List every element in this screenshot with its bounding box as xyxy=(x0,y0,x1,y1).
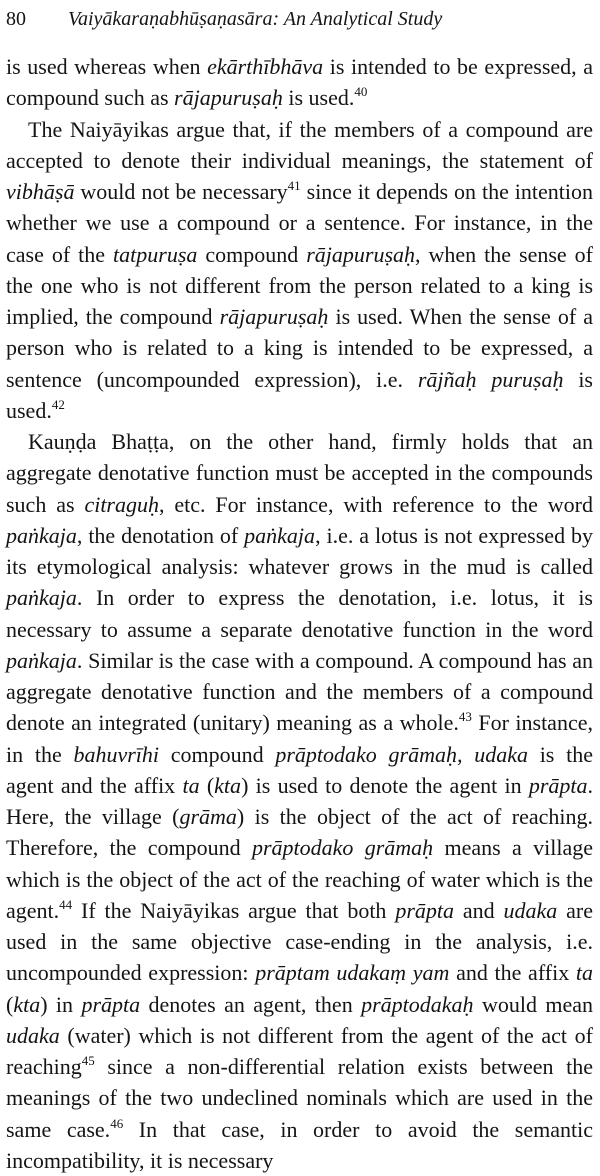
footnote-ref: 45 xyxy=(81,1053,95,1068)
text-run: . In order to express the denotation, i.e. lotus, it is necessary to assume a separate denotative function in the word xyxy=(6,585,593,642)
text-run: , i.e. a lotus is not expressed by its etymological analysis: whatever grows in the mud is called xyxy=(6,522,593,579)
italic-term: rājapuruṣaḥ xyxy=(306,241,416,267)
text-run: ) is the object of the act of reaching. Therefore, the compound xyxy=(6,804,594,861)
text-run: are used in the same objective case-ending in the analysis, i.e. uncompounded expression: xyxy=(6,897,594,986)
text-run: since a non-differential relation exists between the meanings of the two undeclined nominals which are used in the same case. xyxy=(6,1054,593,1142)
text-run: . Here, the village ( xyxy=(6,772,594,829)
text-run: denotes an agent, then xyxy=(140,991,362,1017)
italic-term: citraguḥ xyxy=(84,491,159,517)
italic-term: grāma xyxy=(179,804,237,829)
italic-term: udaka xyxy=(6,1022,60,1048)
text-run: and xyxy=(454,897,504,923)
text-run: , when the sense of the one who is not different from the person related to a king is implied, the compound xyxy=(6,241,593,329)
italic-term: rājapuruṣaḥ xyxy=(219,304,329,329)
running-title: Vaiyākaraṇabhūṣaṇasāra: An Analytical Study xyxy=(68,8,443,30)
text-run: ( xyxy=(199,772,215,798)
text-run: , the denotation of xyxy=(76,522,245,548)
italic-term: ta xyxy=(575,960,593,986)
body-text xyxy=(6,51,593,1176)
text-run: is used whereas when xyxy=(6,54,208,79)
italic-term: bahuvrīhi xyxy=(73,741,160,767)
footnote-ref: 43 xyxy=(458,709,472,725)
italic-term: prāptodakaḥ xyxy=(361,991,474,1017)
italic-term: kta xyxy=(13,991,41,1017)
text-run: ) in xyxy=(40,991,82,1017)
paragraph-3 xyxy=(6,426,593,1176)
text-run: The Naiyāyikas argue that, if the members of a compound are accepted to denote their individual meanings, the statement of xyxy=(6,116,593,173)
text-run: is used. When the sense of a person who is related to a king is intended to be expressed, a sentence (uncompounded expression), i.e. xyxy=(6,304,593,392)
text-run: In that case, in order to avoid the semantic incompatibility, it is necessary xyxy=(6,1116,594,1173)
footnote-ref: 42 xyxy=(51,396,65,412)
text-run: since it depends on the intention whether we use a compound or a sentence. For instance, in the case of the xyxy=(6,179,594,267)
text-run: . Similar is the case with a compound. A compound has an aggregate denotative function and the members of a compound denote an integrated (unitary) meaning as a whole. xyxy=(6,647,593,736)
text-run: is the agent and the affix xyxy=(6,741,593,798)
italic-term: prāpta xyxy=(81,991,141,1017)
text-run: compound xyxy=(159,741,276,767)
italic-term: prāptodako grāmaḥ, udaka xyxy=(275,741,528,767)
footnote-ref: 46 xyxy=(110,1115,124,1131)
footnote-ref: 40 xyxy=(354,84,368,100)
text-run: If the Naiyāyikas argue that both xyxy=(72,897,396,923)
italic-term: prāpta xyxy=(395,897,454,923)
italic-term: rājapuruṣaḥ xyxy=(174,85,283,111)
italic-term: prāpta xyxy=(528,772,588,798)
italic-term: paṅkaja xyxy=(6,585,77,611)
text-run: means a village which is the object of the act of the reaching of water which is the agent. xyxy=(6,835,593,923)
text-run: is used. xyxy=(282,85,355,111)
text-run: is intended to be expressed, a compound such as xyxy=(6,54,593,111)
page-header xyxy=(6,4,594,34)
page-number: 80 xyxy=(6,8,26,30)
italic-term: kta xyxy=(214,772,242,798)
text-run: ) is used to denote the agent in xyxy=(241,772,529,798)
italic-term: prāptam udakaṃ yam xyxy=(255,960,450,986)
italic-term: paṅkaja xyxy=(6,647,77,673)
italic-term: udaka xyxy=(503,897,558,923)
italic-term: prāptodako grāmaḥ xyxy=(251,835,434,861)
text-run: and the affix xyxy=(449,960,576,986)
text-run: , etc. For instance, with reference to the word xyxy=(159,491,594,517)
italic-term: tatpuruṣa xyxy=(113,241,198,267)
text-run: would not be necessary xyxy=(74,179,288,204)
italic-term: paṅkaja xyxy=(6,522,77,548)
text-run: For instance, in the xyxy=(6,710,593,767)
italic-term: vibhāṣā xyxy=(6,179,75,204)
paragraph-1 xyxy=(6,51,593,114)
text-run: is used. xyxy=(6,366,593,423)
text-run: would mean xyxy=(473,991,593,1017)
italic-term: ta xyxy=(182,772,200,798)
italic-term: ekārthībhāva xyxy=(207,54,324,79)
text-run: (water) which is not different from the agent of the act of reaching xyxy=(6,1022,593,1079)
italic-term: rājñaḥ puruṣaḥ xyxy=(417,366,564,392)
text-run: ( xyxy=(6,991,14,1017)
footnote-ref: 44 xyxy=(59,896,73,912)
italic-term: paṅkaja xyxy=(244,522,316,548)
paragraph-2 xyxy=(6,114,593,427)
text-run: compound xyxy=(197,241,307,267)
text-run: Kauṇḍa Bhaṭṭa, on the other hand, firmly holds that an aggregate denotative function must be accepted in the compounds such as xyxy=(6,429,593,517)
footnote-ref: 41 xyxy=(287,178,301,193)
